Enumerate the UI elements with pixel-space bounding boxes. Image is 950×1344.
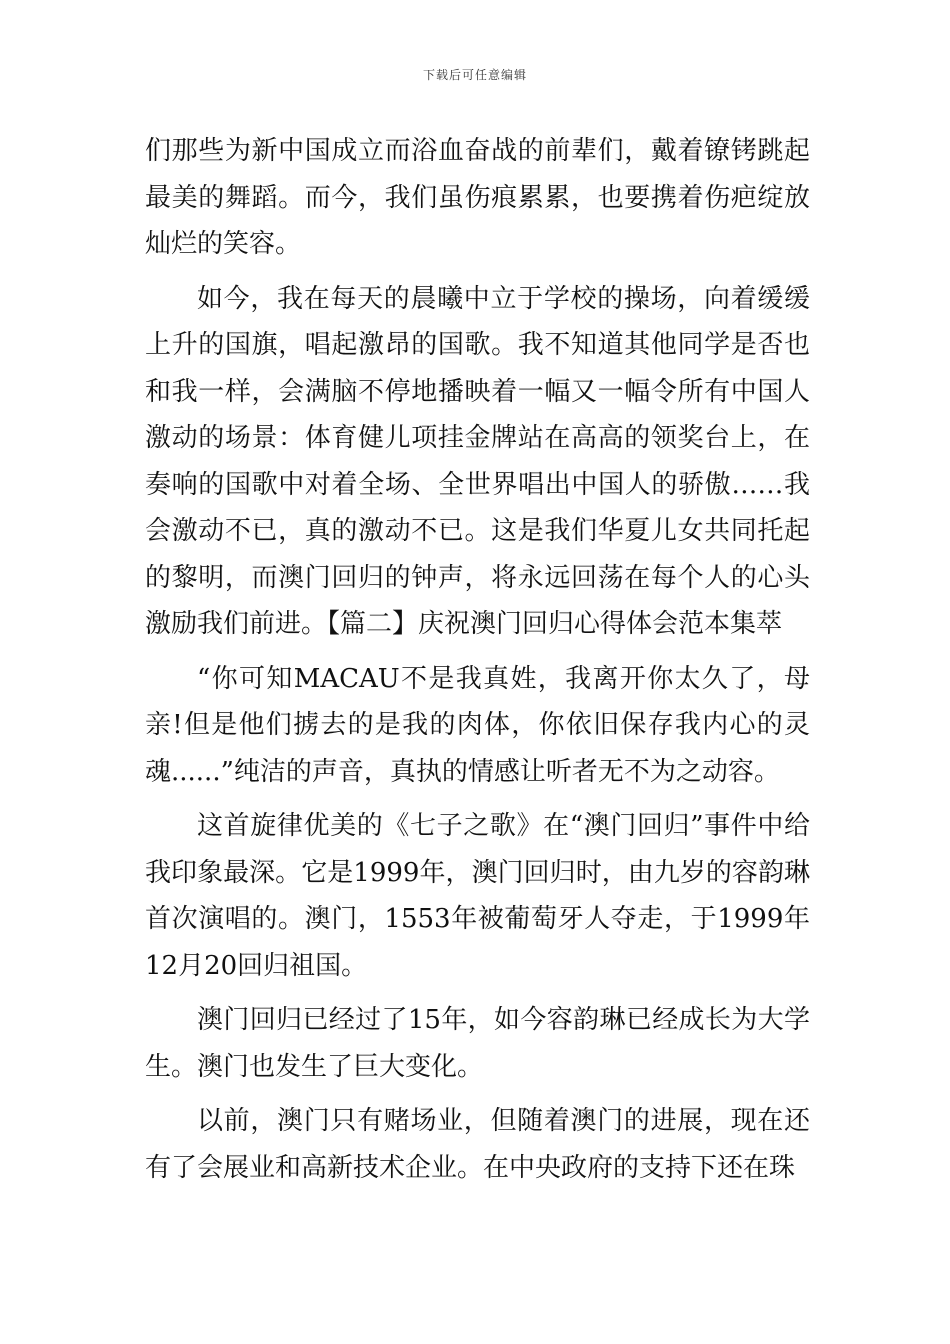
paragraph: “你可知MACAU不是我真姓，我离开你太久了，母亲!但是他们掳去的是我的肉体，你依旧保存我内心的灵魂......”纯洁的声音，真执的情感让听者无不为之动容。 (145, 663, 810, 787)
paragraph: 这首旋律优美的《七子之歌》在“澳门回归”事件中给我印象最深。它是1999年，澳门回归时，由九岁的容韵琳首次演唱的。澳门，1553年被葡萄牙人夺走，于1999年12月20回归祖国。 (145, 811, 810, 981)
paragraph: 以前，澳门只有赌场业，但随着澳门的进展，现在还有了会展业和高新技术企业。在中央政府的支持下还在珠 (145, 1106, 810, 1183)
paragraph: 澳门回归已经过了15年，如今容韵琳已经成长为大学生。澳门也发生了巨大变化。 (145, 1005, 810, 1082)
paragraph: 如今，我在每天的晨曦中立于学校的操场，向着缓缓上升的国旗，唱起激昂的国歌。我不知道其他同学是否也和我一样，会满脑不停地播映着一幅又一幅令所有中国人激动的场景：体育健儿项挂金牌站在高高的领奖台上，在奏响的国歌中对着全场、全世界唱出中国人的骄傲……我会激动不已，真的激动不已。这是我们华夏儿女共同托起的黎明，而澳门回归的钟声，将永远回荡在每个人的心头激励我们前进。【篇二】庆祝澳门回归心得体会范本集萃 (145, 283, 810, 639)
header-note: 下载后可任意编辑 (422, 68, 527, 82)
paragraph-continued: 们那些为新中国成立而浴血奋战的前辈们，戴着镣铐跳起最美的舞蹈。而今，我们虽伤痕累累，也要携着伤疤绽放灿烂的笑容。 (145, 136, 810, 259)
document-body (145, 128, 810, 1199)
